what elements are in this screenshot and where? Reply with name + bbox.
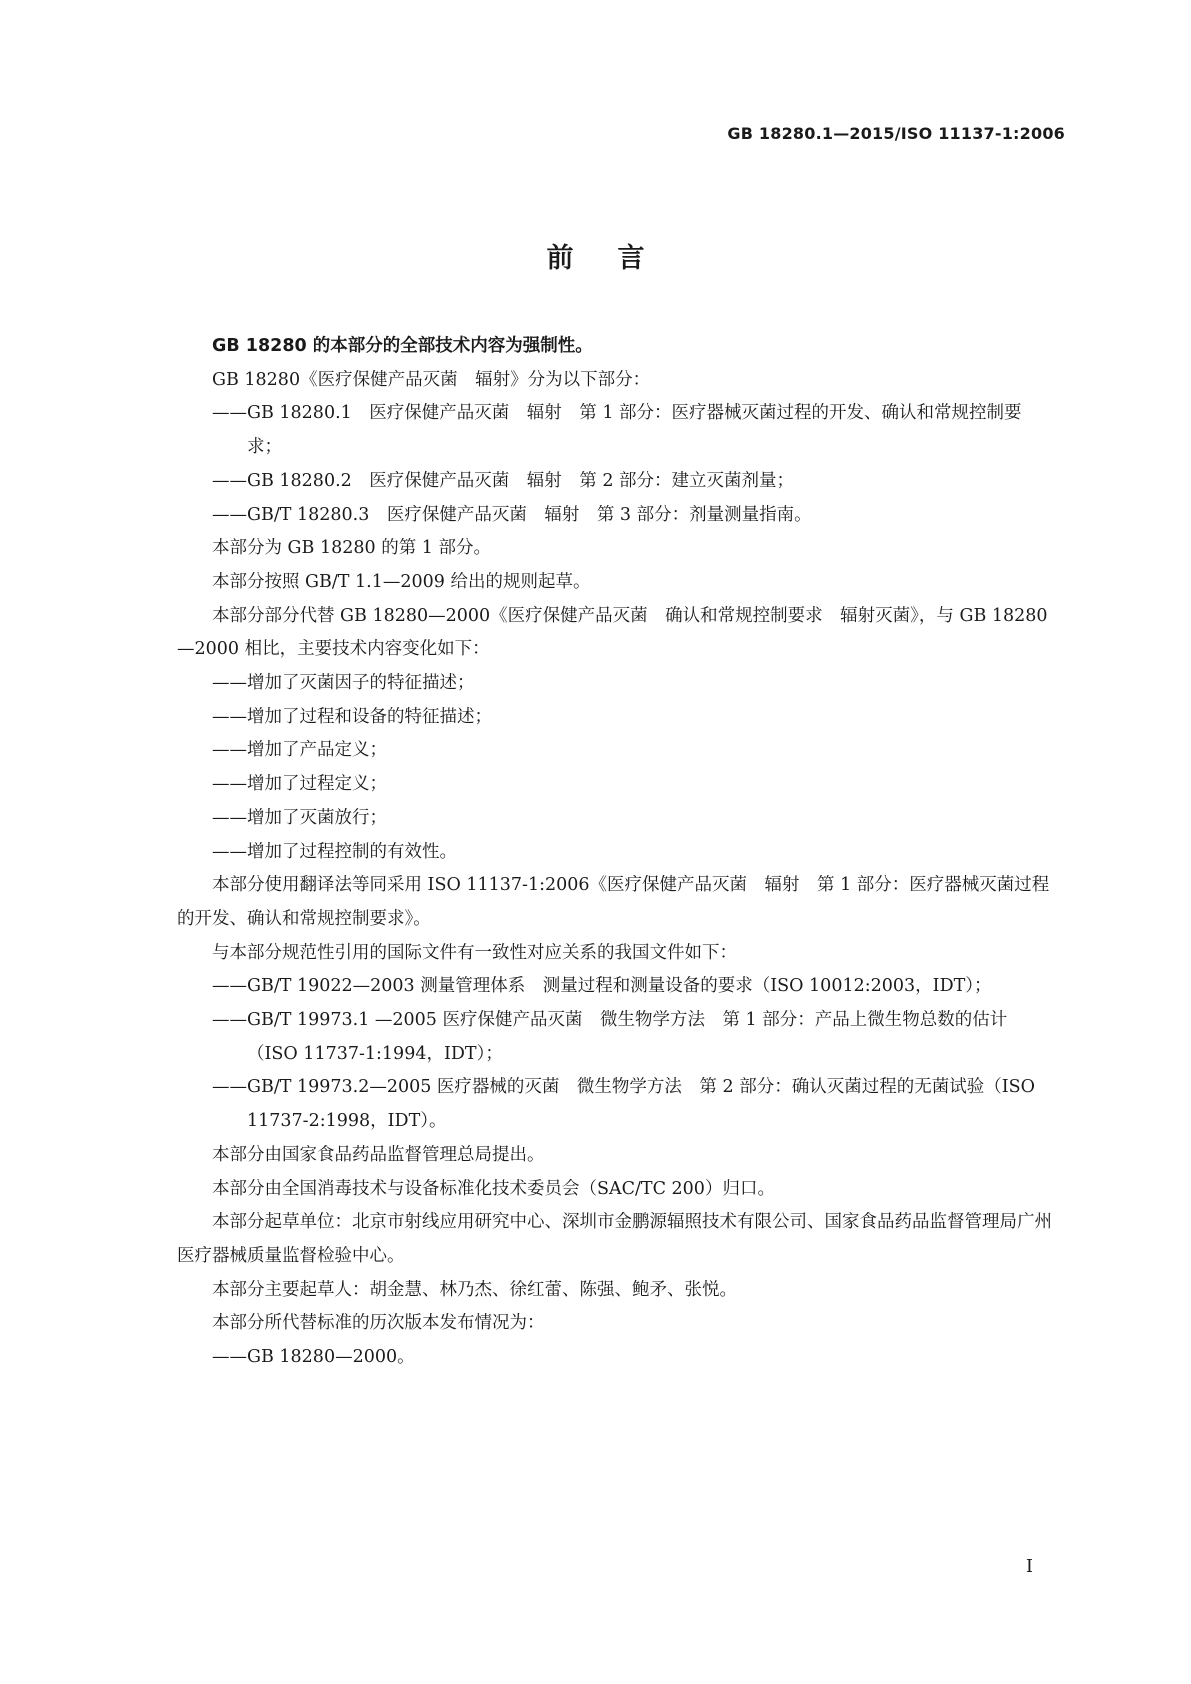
mandatory-statement: GB 18280 的本部分的全部技术内容为强制性。 [212,336,593,356]
paragraph: 本部分按照 GB/T 1.1—2009 给出的规则起草。 [212,571,591,592]
dash-list-item: ——增加了灭菌放行； [212,807,387,828]
paragraph: GB 18280《医疗保健产品灭菌 辐射》分为以下部分： [212,369,651,390]
paragraph: 本部分由国家食品药品监督管理总局提出。 [212,1144,545,1165]
page-title: 前言 [546,243,689,274]
dash-list-item: ——GB/T 19973.1 —2005 医疗保健产品灭菌 微生物学方法 第 1 部分：产品上微生物总数的估计（ISO 11737-1:1994，IDT）； [212,1010,1008,1064]
paragraph: 与本部分规范性引用的国际文件有一致性对应关系的我国文件如下： [212,942,737,963]
dash-list-item: ——增加了过程控制的有效性。 [212,841,457,862]
dash-list-item: ——增加了过程和设备的特征描述； [212,706,492,727]
standard-code-header: GB 18280.1—2015/ISO 11137-1:2006 [727,124,1065,143]
dash-list-item: ——GB 18280—2000。 [212,1347,415,1368]
dash-list-item: ——GB/T 19022—2003 测量管理体系 测量过程和测量设备的要求（ISO 10012:2003，IDT）； [212,976,992,997]
dash-list-item: ——增加了产品定义； [212,740,387,761]
dash-list-item: ——GB/T 19973.2—2005 医疗器械的灭菌 微生物学方法 第 2 部分：确认灭菌过程的无菌试验（ISO 11737-2:1998，IDT）。 [212,1077,1035,1132]
paragraph: 本部分使用翻译法等同采用 ISO 11137-1:2006《医疗保健产品灭菌 辐射 第 1 部分：医疗器械灭菌过程的开发、确认和常规控制要求》。 [177,875,1050,929]
paragraph: 本部分所代替标准的历次版本发布情况为： [212,1313,545,1334]
page-number: I [1025,1556,1033,1577]
paragraph: 本部分主要起草人：胡金慧、林乃杰、徐红蕾、陈强、鲍矛、张悦。 [212,1279,737,1300]
paragraph: 本部分起草单位：北京市射线应用研究中心、深圳市金鹏源辐照技术有限公司、国家食品药品监督管理局广州医疗器械质量监督检验中心。 [177,1212,1052,1266]
paragraph: 本部分由全国消毒技术与设备标准化技术委员会（SAC/TC 200）归口。 [212,1178,775,1199]
dash-list-item: ——GB/T 18280.3 医疗保健产品灭菌 辐射 第 3 部分：剂量测量指南。 [212,504,812,525]
paragraph: 本部分为 GB 18280 的第 1 部分。 [212,538,491,559]
foreword-body [177,330,1055,1375]
dash-list-item: ——增加了灭菌因子的特征描述； [212,673,475,694]
paragraph: 本部分部分代替 GB 18280—2000《医疗保健产品灭菌 确认和常规控制要求 辐射灭菌》，与 GB 18280—2000 相比，主要技术内容变化如下： [177,605,1048,660]
dash-list-item: ——GB 18280.2 医疗保健产品灭菌 辐射 第 2 部分：建立灭菌剂量； [212,470,795,491]
dash-list-item: ——增加了过程定义； [212,774,387,795]
dash-list-item: ——GB 18280.1 医疗保健产品灭菌 辐射 第 1 部分：医疗器械灭菌过程的开发、确认和常规控制要求； [212,403,1022,458]
